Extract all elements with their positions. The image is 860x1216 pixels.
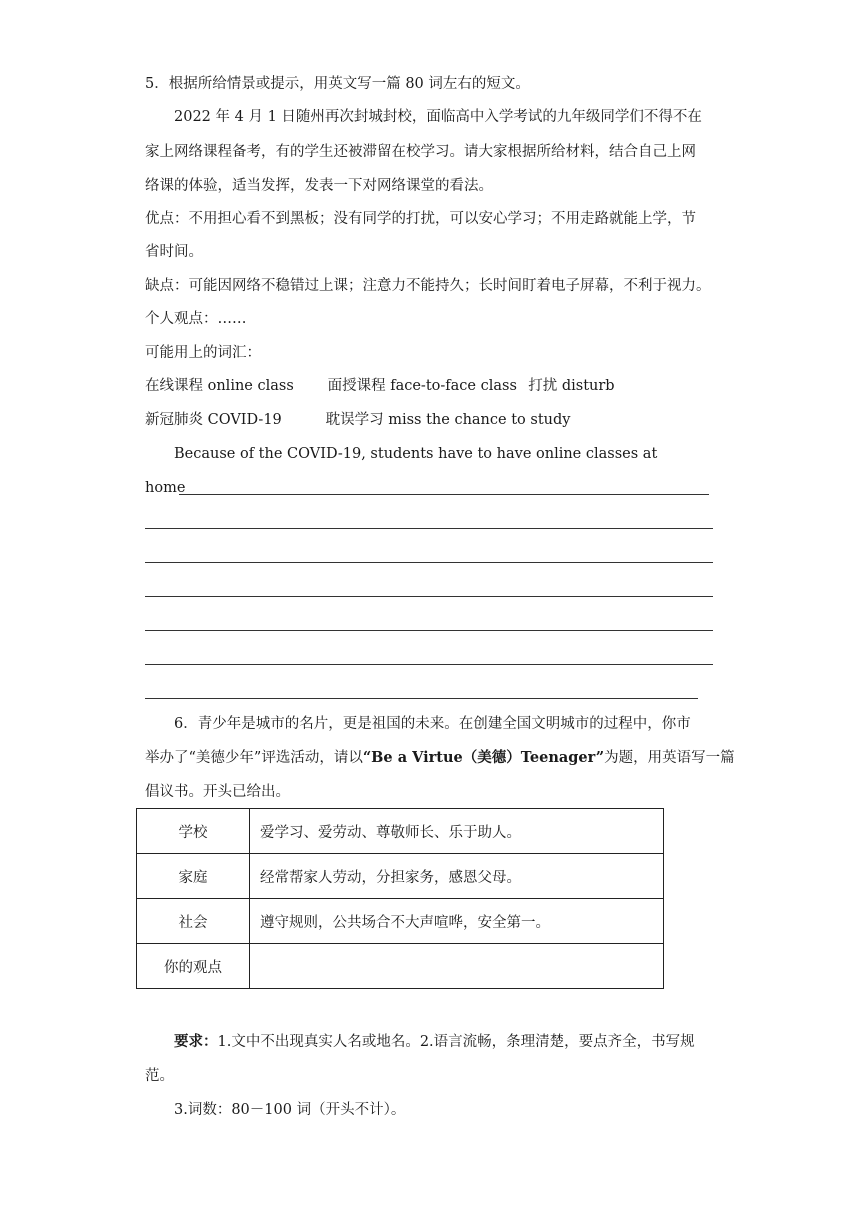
q6-prompt-line: 倡议书。开头已给出。	[145, 784, 290, 800]
table-row	[137, 944, 664, 989]
vocab-item: 打扰 disturb	[528, 378, 615, 394]
answer-blank-line[interactable]	[179, 494, 709, 495]
table-cell-category: 学校	[137, 809, 250, 854]
answer-blank-line[interactable]	[145, 596, 713, 597]
table-row	[137, 899, 664, 944]
answer-blank-line[interactable]	[145, 664, 713, 665]
answer-blank-line[interactable]	[145, 698, 698, 699]
vocab-item: 耽误学习 miss the chance to study	[325, 412, 571, 428]
q5-vocab-title: 可能用上的词汇：	[145, 345, 261, 361]
table-cell-category: 社会	[137, 899, 250, 944]
q6-prompt-text: 为题，用英语写一篇	[604, 750, 735, 766]
q5-pros-line: 省时间。	[145, 244, 203, 260]
answer-blank-line[interactable]	[145, 562, 713, 563]
q5-paragraph-line: 络课的体验，适当发挥，发表一下对网络课堂的看法。	[145, 178, 493, 194]
answer-blank-line[interactable]	[145, 528, 713, 529]
table-row	[137, 854, 664, 899]
q5-opinion: 个人观点：……	[145, 311, 247, 327]
vocab-item: 面授课程 face-to-face class	[327, 378, 517, 394]
q5-paragraph-line: 2022 年 4 月 1 日随州再次封城封校，面临高中入学考试的九年级同学们不得不在	[174, 109, 702, 125]
q5-starter-line: home	[145, 480, 186, 496]
q6-points-table	[136, 808, 664, 989]
table-cell-category: 家庭	[137, 854, 250, 899]
vocab-item: 在线课程 online class	[145, 378, 294, 394]
requirements-label: 要求：	[174, 1033, 218, 1050]
q5-vocab-row	[145, 376, 615, 396]
answer-blank-line[interactable]	[145, 630, 713, 631]
q5-cons-line: 缺点：可能因网络不稳错过上课；注意力不能持久；长时间盯着电子屏幕，不利于视力。	[145, 278, 711, 294]
q5-starter-line: Because of the COVID-19, students have to have online classes at	[174, 446, 658, 462]
q6-prompt-line	[145, 748, 735, 768]
q6-requirements-line: 范。	[145, 1068, 174, 1084]
q5-title: 5．根据所给情景或提示，用英文写一篇 80 词左右的短文。	[145, 76, 530, 92]
table-cell-content: 爱学习、爱劳动、尊敬师长、乐于助人。	[250, 809, 664, 854]
table-cell-content[interactable]	[250, 944, 664, 989]
q6-requirements-line	[174, 1032, 695, 1052]
q5-vocab-row	[145, 410, 570, 430]
table-row	[137, 809, 664, 854]
q5-pros-line: 优点：不用担心看不到黑板；没有同学的打扰，可以安心学习；不用走路就能上学，节	[145, 211, 696, 227]
requirements-text: 1.文中不出现真实人名或地名。2.语言流畅，条理清楚，要点齐全，书写规	[217, 1034, 695, 1050]
table-cell-category: 你的观点	[137, 944, 250, 989]
q6-topic-title: “Be a Virtue（美德）Teenager”	[362, 749, 605, 766]
table-cell-content: 经常帮家人劳动，分担家务，感恩父母。	[250, 854, 664, 899]
table-cell-content: 遵守规则，公共场合不大声喧哗，安全第一。	[250, 899, 664, 944]
vocab-item: 新冠肺炎 COVID-19	[145, 412, 282, 428]
q5-paragraph-line: 家上网络课程备考，有的学生还被滞留在校学习。请大家根据所给材料，结合自己上网	[145, 144, 696, 160]
q6-prompt-text: 举办了“美德少年”评选活动，请以	[145, 750, 363, 766]
q6-prompt-line: 6．青少年是城市的名片，更是祖国的未来。在创建全国文明城市的过程中，你市	[174, 716, 691, 732]
q6-requirements-line: 3.词数：80－100 词（开头不计）。	[174, 1102, 406, 1118]
